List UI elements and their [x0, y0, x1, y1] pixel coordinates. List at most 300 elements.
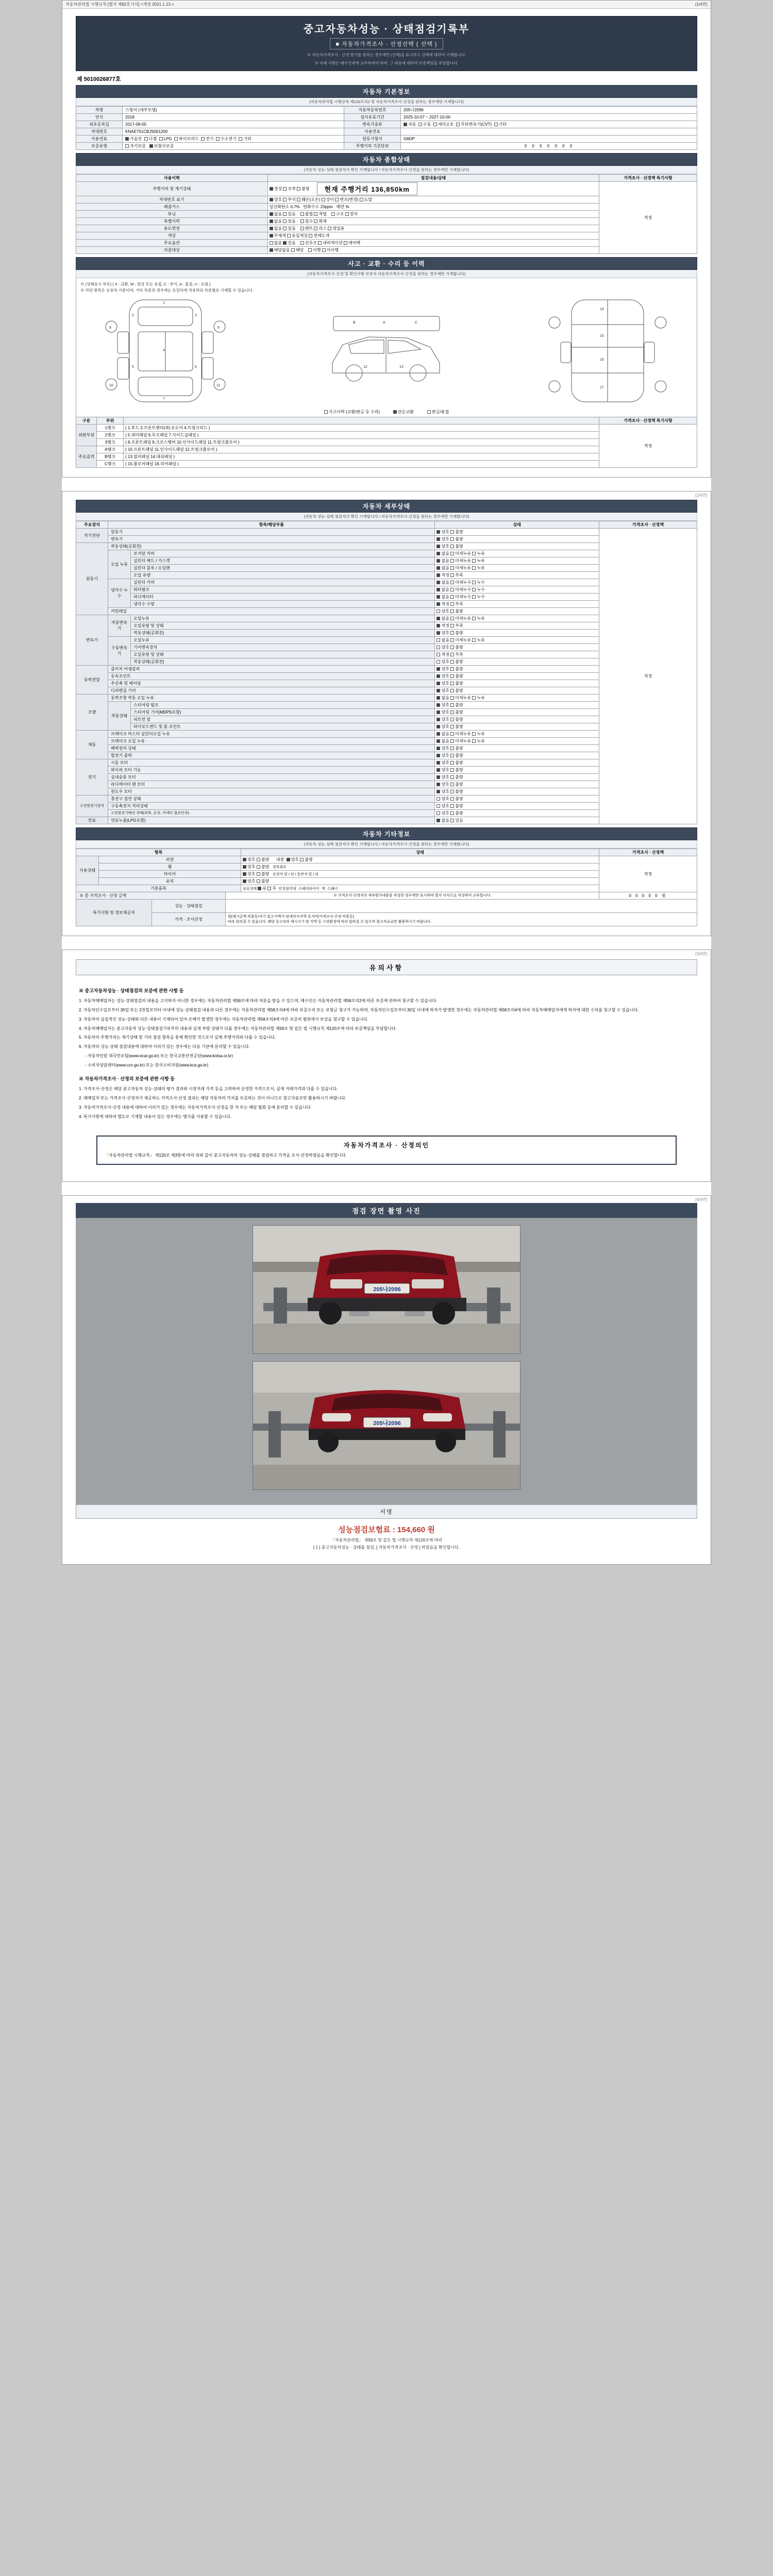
checkbox-tuning-device[interactable]: [345, 212, 358, 216]
checkbox-bad[interactable]: [450, 530, 463, 534]
checkbox-leak[interactable]: [472, 587, 484, 592]
checkbox-label: 훼손(오손): [301, 197, 321, 202]
legend-accident-history[interactable]: [324, 409, 380, 415]
footer-line-1: 「자동차관리법」 제58조 및 같은 법 시행규칙 제120조에 따라: [330, 1537, 443, 1543]
checkbox-good[interactable]: [436, 703, 449, 707]
checkbox-bad[interactable]: [450, 659, 463, 664]
document-title-block: [76, 16, 697, 71]
checkbox-label: 양호: [441, 789, 449, 794]
checkbox-recall-done[interactable]: [308, 248, 321, 252]
item-state: [435, 571, 599, 579]
checkbox-glass-good[interactable]: [243, 879, 255, 884]
checkbox-label: 없음: [441, 565, 449, 570]
checkbox-leak[interactable]: [472, 566, 484, 570]
checkbox-minor-leak[interactable]: [450, 566, 471, 570]
checkbox-none[interactable]: [436, 732, 449, 736]
checkbox-insufficient[interactable]: [450, 652, 463, 657]
checkbox-options-navigation[interactable]: [318, 241, 343, 245]
item-label: 작동상태(공회전): [131, 629, 435, 636]
checkbox-none[interactable]: [436, 696, 449, 700]
checkbox-none[interactable]: [436, 587, 449, 592]
checkbox-label: 무: [272, 886, 277, 891]
table-row: [76, 856, 697, 863]
notice-item: 3. 자동차의 실질적인 성능·상태와 다른 내용이 기재되어 있어 손해가 발생한 경우에는 자동차관리법 제58조의4에 따른 보증의 범위에서 보상을 청구할 수 있습니다.: [79, 1016, 368, 1022]
checkbox-minor-leak[interactable]: [450, 732, 471, 736]
checkbox-adequate[interactable]: [436, 602, 449, 606]
checkbox-label: 없음: [441, 818, 449, 823]
checkbox-bad[interactable]: [450, 811, 463, 816]
checkbox-leak[interactable]: [472, 580, 484, 585]
checkbox-label: 하이브리드: [179, 136, 199, 141]
checkbox-label: 없음: [274, 211, 282, 216]
car-diagram-row: [80, 296, 693, 408]
checkbox-label: 양호: [274, 197, 282, 202]
checkbox-label: 조작: [288, 186, 296, 191]
checkbox-options-airbag[interactable]: [344, 241, 360, 245]
checkbox-label: 누유: [477, 565, 485, 570]
checkbox-recall-notdone[interactable]: [322, 248, 339, 252]
section-etc-subtitle: (자동차 성능·상태 점검자가 확인 기재합니다 / 자동차가격조사·산정을 원하는 경우에만 기재합니다): [76, 840, 697, 849]
svg-text:4: 4: [163, 348, 165, 352]
checkbox-none[interactable]: [436, 580, 449, 585]
checkbox-recall-applicable[interactable]: [291, 248, 304, 252]
price-note-etc: 적정: [599, 856, 697, 892]
checkbox-fuel-electric[interactable]: [201, 137, 213, 141]
guarantee-box: [96, 1136, 677, 1164]
checkbox-item-no[interactable]: [267, 886, 276, 891]
checkbox-wheel-good[interactable]: [243, 865, 255, 869]
price-note-detail: 적정: [599, 528, 697, 824]
checkbox-usechange-business[interactable]: [328, 226, 344, 231]
checkbox-bad[interactable]: [450, 724, 463, 729]
checkbox-vin-good[interactable]: [270, 197, 282, 202]
checkbox-leak[interactable]: [472, 696, 484, 700]
inspection-fee: 성능점검보험료 : 154,660 원: [338, 1525, 435, 1534]
checkbox-minor-leak[interactable]: [450, 696, 471, 700]
checkbox-good[interactable]: [436, 804, 449, 808]
checkbox-good[interactable]: [436, 530, 449, 534]
checkbox-good[interactable]: [436, 796, 449, 801]
subgroup-manual-transmission: 수동변속기: [108, 636, 131, 665]
checkbox-bad[interactable]: [450, 804, 463, 808]
checkbox-good[interactable]: [436, 789, 449, 794]
checkbox-label: 없음: [274, 226, 282, 231]
checkbox-transmission-manual[interactable]: [418, 122, 431, 127]
checkbox-good[interactable]: [436, 760, 449, 765]
checkbox-special-yes[interactable]: [283, 219, 295, 224]
row-label-recall: 리콜대상: [76, 246, 268, 253]
item-label: 워터펌프: [131, 586, 435, 593]
checkbox-good[interactable]: [436, 631, 449, 635]
checkbox-interior-good[interactable]: [287, 857, 299, 862]
checkbox-label: 무단변속기(CVT): [461, 122, 492, 127]
checkbox-item-yes[interactable]: [258, 886, 266, 891]
checkbox-bad[interactable]: [450, 667, 463, 671]
checkbox-bad[interactable]: [450, 688, 463, 693]
checkbox-color-same[interactable]: [287, 233, 308, 238]
checkbox-special-none[interactable]: [270, 219, 282, 224]
item-spare-tire: 스페어타이어: [298, 887, 320, 891]
checkbox-label: 적정: [441, 652, 449, 657]
table-row: [76, 128, 697, 135]
checkbox-label: 없음: [441, 695, 449, 700]
checkbox-label: 양호: [247, 871, 256, 876]
checkbox-minor-leak[interactable]: [450, 551, 471, 556]
checkbox-bad[interactable]: [450, 760, 463, 765]
checkbox-odometer-normal[interactable]: [270, 187, 282, 191]
odometer-reading: 현재 주행거리 136,850km: [317, 182, 417, 195]
checkbox-minor-leak[interactable]: [450, 616, 471, 621]
value-co: 0.7%: [290, 204, 300, 209]
checkbox-label: 해당없음: [274, 247, 290, 252]
row-state-tire: [241, 870, 599, 877]
checkbox-tire-bad[interactable]: [257, 872, 269, 876]
item-label: 윈도우 모터: [108, 788, 435, 795]
checkbox-usechange-yes[interactable]: [283, 226, 295, 231]
checkbox-label: 수소전기: [221, 136, 237, 141]
checkbox-adequate[interactable]: [436, 623, 449, 628]
checkbox-leak[interactable]: [472, 638, 484, 642]
photo-rear-svg: [253, 1226, 520, 1354]
checkbox-leak[interactable]: [472, 739, 484, 743]
checkbox-label: 불량: [455, 673, 463, 679]
item-label: 오일 유량: [131, 571, 435, 579]
checkbox-none[interactable]: [436, 595, 449, 599]
cell-label: 차대번호: [76, 128, 123, 135]
checkbox-label: 기타: [243, 136, 251, 141]
checkbox-bad[interactable]: [450, 768, 463, 772]
checkbox-label: 누수: [477, 594, 485, 599]
item-label: 라디에이터: [131, 593, 435, 600]
col-state: 상태: [435, 521, 599, 528]
checkbox-label: 양호: [441, 673, 449, 679]
col-rank-price: 가격조사 · 산정액 특기사항: [599, 417, 697, 424]
item-state: [435, 809, 599, 817]
col-etc-price: 가격조사 · 산정액: [599, 849, 697, 856]
checkbox-insufficient[interactable]: [450, 602, 463, 606]
svg-text:16: 16: [600, 358, 604, 362]
checkbox-tuning-legal[interactable]: [314, 212, 326, 216]
checkbox-label: 불량: [455, 724, 463, 729]
checkbox-insufficient[interactable]: [450, 573, 463, 578]
item-label: 실린더 커버: [131, 579, 435, 586]
checkbox-label: 미이행: [326, 247, 339, 252]
checkbox-insufficient[interactable]: [450, 623, 463, 628]
document-subtitle: ■ 자동차가격조사 · 산정선택 ( 선택 ): [330, 38, 443, 49]
checkbox-label: 리스: [318, 226, 327, 231]
car-side-view-svg: [322, 296, 451, 406]
checkbox-good[interactable]: [436, 724, 449, 729]
checkbox-none[interactable]: [436, 616, 449, 621]
checkbox-good[interactable]: [436, 667, 449, 671]
checkbox-warranty-self[interactable]: [125, 144, 146, 148]
item-label: 커먼레일: [108, 607, 435, 615]
section-basic-subtitle: (자동차관리법 시행규칙 제120조의2 및 자동차가격조사·산정을 원하는 경우에만 기재합니다): [76, 98, 697, 106]
item-state: [435, 600, 599, 607]
checkbox-exists[interactable]: [450, 818, 463, 823]
svg-text:3: 3: [195, 313, 197, 317]
checkbox-good[interactable]: [436, 645, 449, 650]
checkbox-label: 미세누유: [455, 558, 472, 563]
group-fuel: 연료: [76, 817, 108, 824]
price-total-title: ※ 총 가격조사 · 산정 금액: [76, 892, 226, 899]
row-state-special: [267, 217, 599, 225]
checkbox-label: 있음: [288, 226, 296, 231]
checkbox-tuning-structure[interactable]: [331, 212, 344, 216]
checkbox-transmission-etc[interactable]: [494, 122, 507, 127]
checkbox-label: LPG: [163, 136, 172, 141]
rank-parts: ( 15.플로어패널 16.리어패널 ): [124, 460, 599, 467]
checkbox-none[interactable]: [436, 638, 449, 642]
item-state: [435, 773, 599, 781]
checkbox-label: 미세누수: [455, 587, 472, 592]
checkbox-good[interactable]: [436, 544, 449, 549]
checkbox-exterior-good[interactable]: [243, 857, 255, 862]
inspection-photo-rear: [253, 1225, 520, 1354]
checkbox-interior-bad[interactable]: [300, 857, 312, 862]
svg-text:1: 1: [163, 301, 165, 305]
checkbox-none[interactable]: [436, 818, 449, 823]
checkbox-bad[interactable]: [450, 753, 463, 758]
checkbox-label: 불량: [455, 630, 463, 635]
checkbox-tire-good[interactable]: [243, 872, 255, 876]
checkbox-label: 양호: [441, 745, 449, 751]
checkbox-options-yes[interactable]: [283, 241, 295, 245]
checkbox-tuning-yes[interactable]: [283, 212, 295, 216]
checkbox-bad[interactable]: [450, 710, 463, 715]
table-row: [76, 912, 697, 926]
checkbox-bad[interactable]: [450, 703, 463, 707]
checkbox-adequate[interactable]: [436, 573, 449, 578]
table-row: [76, 106, 697, 113]
checkbox-good[interactable]: [436, 782, 449, 787]
checkbox-label: 불량: [455, 688, 463, 693]
svg-text:12: 12: [363, 365, 367, 369]
checkbox-wheel-bad[interactable]: [257, 865, 269, 869]
checkbox-tuning-none[interactable]: [270, 212, 282, 216]
checkbox-transmission-semiauto[interactable]: [433, 122, 454, 127]
form-legal-ref: 자동차관리법 시행규칙 [별지 제82호서식] <개정 2021.1.13.>: [65, 2, 174, 7]
checkbox-minor-leak[interactable]: [450, 580, 471, 585]
checkbox-special-flood[interactable]: [300, 219, 313, 224]
special-notes-value-1[interactable]: [226, 899, 697, 912]
checkbox-exterior-bad[interactable]: [257, 857, 269, 862]
checkbox-vin-damaged[interactable]: [297, 197, 320, 202]
item-label: 시동 모터: [108, 759, 435, 766]
sheet-page-4: [62, 1195, 711, 1565]
checkbox-bad[interactable]: [450, 537, 463, 541]
checkbox-bad[interactable]: [450, 681, 463, 686]
checkbox-recall-na[interactable]: [270, 248, 290, 252]
checkbox-good[interactable]: [436, 659, 449, 664]
checkbox-minor-leak[interactable]: [450, 595, 471, 599]
checkbox-none[interactable]: [436, 739, 449, 743]
checkbox-usechange-rent[interactable]: [300, 226, 313, 231]
checkbox-color-full[interactable]: [309, 233, 329, 238]
item-label: 타이로드엔드 및 볼 조인트: [131, 723, 435, 730]
checkbox-minor-leak[interactable]: [450, 739, 471, 743]
item-spanner: 스패너: [327, 887, 338, 891]
checkbox-label: 양호: [291, 857, 299, 862]
fuel-checks: [123, 135, 344, 142]
checkbox-transmission-cvt[interactable]: [456, 122, 492, 127]
checkbox-warranty-insurer[interactable]: [149, 144, 174, 148]
table-row: [76, 892, 697, 899]
item-label: 변속기: [108, 535, 435, 543]
checkbox-label: 불량: [455, 753, 463, 758]
svg-text:15: 15: [600, 334, 604, 338]
svg-text:17: 17: [600, 385, 604, 389]
label-co: 일산화탄소: [269, 204, 290, 209]
row-label-basic-items: 기본품목: [76, 885, 241, 892]
cell-value: 2017-09-05: [123, 121, 344, 128]
checkbox-vin-corroded[interactable]: [283, 197, 295, 202]
checkbox-vin-altered[interactable]: [335, 197, 358, 202]
price-total-desc: [226, 892, 599, 899]
svg-text:C: C: [415, 320, 418, 325]
checkbox-good[interactable]: [436, 537, 449, 541]
checkbox-bad[interactable]: [450, 782, 463, 787]
checkbox-odometer-tampered[interactable]: [283, 187, 295, 191]
item-label: 피트먼 암: [131, 716, 435, 723]
checkbox-tuning-illegal[interactable]: [300, 212, 313, 216]
checkbox-label: 양호: [441, 810, 449, 816]
checkbox-leak[interactable]: [472, 616, 484, 621]
checkbox-options-none[interactable]: [270, 241, 282, 245]
checkbox-label: 불량: [455, 659, 463, 664]
checkbox-glass-bad[interactable]: [257, 879, 269, 884]
checkbox-label: 불량: [261, 857, 270, 862]
checkbox-label: 가솔린: [130, 136, 142, 141]
checkbox-label: 불량: [455, 717, 463, 722]
checkbox-good[interactable]: [436, 688, 449, 693]
checkbox-good[interactable]: [436, 811, 449, 816]
checkbox-label: 불량: [455, 608, 463, 614]
checkbox-leak[interactable]: [472, 595, 484, 599]
label-interior: 내장: [276, 857, 284, 862]
checkbox-transmission-auto[interactable]: [404, 122, 416, 127]
checkbox-good[interactable]: [436, 717, 449, 722]
checkbox-vin-erased[interactable]: [360, 197, 372, 202]
cell-label: 변속기종류: [344, 121, 401, 128]
checkbox-bad[interactable]: [450, 609, 463, 614]
checkbox-minor-leak[interactable]: [450, 638, 471, 642]
item-label: 실린더 블록 / 오일팬: [131, 564, 435, 571]
checkbox-bad[interactable]: [450, 746, 463, 751]
checkbox-bad[interactable]: [450, 645, 463, 650]
checkbox-bad[interactable]: [450, 775, 463, 779]
sheet-page-3: [62, 950, 711, 1182]
accident-diagram-area: [76, 278, 697, 417]
checkbox-label: 불량: [455, 544, 463, 549]
rank-name: B랭크: [97, 453, 124, 460]
checkbox-none[interactable]: [436, 566, 449, 570]
subgroup-coolant-leak: 냉각수 누수: [108, 579, 131, 607]
checkbox-bad[interactable]: [450, 796, 463, 801]
checkbox-bad[interactable]: [450, 631, 463, 635]
checkbox-label: 동일색상: [292, 233, 308, 238]
checkbox-label: 없음: [441, 594, 449, 599]
checkbox-usechange-none[interactable]: [270, 226, 282, 231]
item-state: [435, 636, 599, 643]
checkbox-good[interactable]: [436, 710, 449, 715]
checkbox-fuel-lpg[interactable]: [159, 137, 172, 141]
checkbox-good[interactable]: [436, 768, 449, 772]
item-label: 등속조인트: [108, 672, 435, 680]
checkbox-bad[interactable]: [450, 544, 463, 549]
item-jack: 잭: [321, 887, 325, 891]
checkbox-bad[interactable]: [450, 674, 463, 679]
checkbox-odometer-unknown[interactable]: [297, 187, 309, 191]
group-steering: 조향: [76, 694, 108, 730]
legend-sheetmetal-weld[interactable]: [427, 409, 449, 415]
checkbox-color-original[interactable]: [270, 233, 286, 238]
checkbox-good[interactable]: [436, 775, 449, 779]
checkbox-label: 양호: [441, 767, 449, 772]
cell-label: 사용연료: [344, 128, 401, 135]
checkbox-fuel-gasoline[interactable]: [125, 137, 142, 141]
item-state: [435, 622, 599, 629]
checkbox-good[interactable]: [436, 674, 449, 679]
checkbox-none[interactable]: [436, 551, 449, 556]
checkbox-adequate[interactable]: [436, 652, 449, 657]
legend-simple-exchange[interactable]: [393, 409, 414, 415]
item-state: [435, 701, 599, 708]
row-label-wheel: 휠: [99, 863, 241, 870]
checkbox-special-fire[interactable]: [314, 219, 326, 224]
rowgroup-outer: [76, 424, 97, 446]
checkbox-usechange-lease[interactable]: [314, 226, 326, 231]
checkbox-label: 미세누유: [455, 637, 472, 642]
tire-positions: 운전석 앞 / 뒤 / 동반석 앞 / 뒤: [272, 872, 318, 876]
item-state: [435, 802, 599, 809]
checkbox-good[interactable]: [436, 753, 449, 758]
checkbox-none[interactable]: [436, 558, 449, 563]
row-label-vin: 차대번호 표기: [76, 196, 268, 203]
checkbox-bad[interactable]: [450, 789, 463, 794]
rowgroup-label: 외판부위: [78, 432, 94, 437]
checkbox-bad[interactable]: [450, 717, 463, 722]
item-label: 동력조향 작동 오일 누유: [108, 694, 435, 701]
item-label: 와이퍼 모터 기능: [108, 766, 435, 773]
checkbox-minor-leak[interactable]: [450, 587, 471, 592]
checkbox-leak[interactable]: [472, 558, 484, 563]
checkbox-good[interactable]: [436, 681, 449, 686]
table-header-row: [76, 174, 697, 181]
checkbox-fuel-hybrid[interactable]: [174, 137, 199, 141]
checkbox-leak[interactable]: [472, 551, 484, 556]
cell-label: 보증유형: [76, 142, 123, 149]
checkbox-vin-different[interactable]: [322, 197, 334, 202]
checkbox-fuel-etc[interactable]: [239, 137, 251, 141]
item-state: [435, 607, 599, 615]
checkbox-leak[interactable]: [472, 732, 484, 736]
item-label: 발전기 출력: [108, 752, 435, 759]
rank-parts: ( 8.프론트패널 9.크로스멤버 10.인사이드패널 11.트렁크플로어 ): [124, 438, 599, 446]
checkbox-good[interactable]: [436, 609, 449, 614]
checkbox-options-sunroof[interactable]: [300, 241, 317, 245]
checkbox-fuel-diesel[interactable]: [144, 137, 157, 141]
checkbox-label: 도말: [364, 197, 373, 202]
price-note-overall: 적정: [599, 181, 697, 253]
table-header-row: [76, 521, 697, 528]
checkbox-label: 불량: [455, 810, 463, 816]
row-state-odometer: [267, 181, 599, 196]
checkbox-good[interactable]: [436, 746, 449, 751]
checkbox-fuel-hydrogen[interactable]: [216, 137, 237, 141]
cell-value: 스팅어 (세부모델): [123, 106, 344, 113]
checkbox-minor-leak[interactable]: [450, 558, 471, 563]
